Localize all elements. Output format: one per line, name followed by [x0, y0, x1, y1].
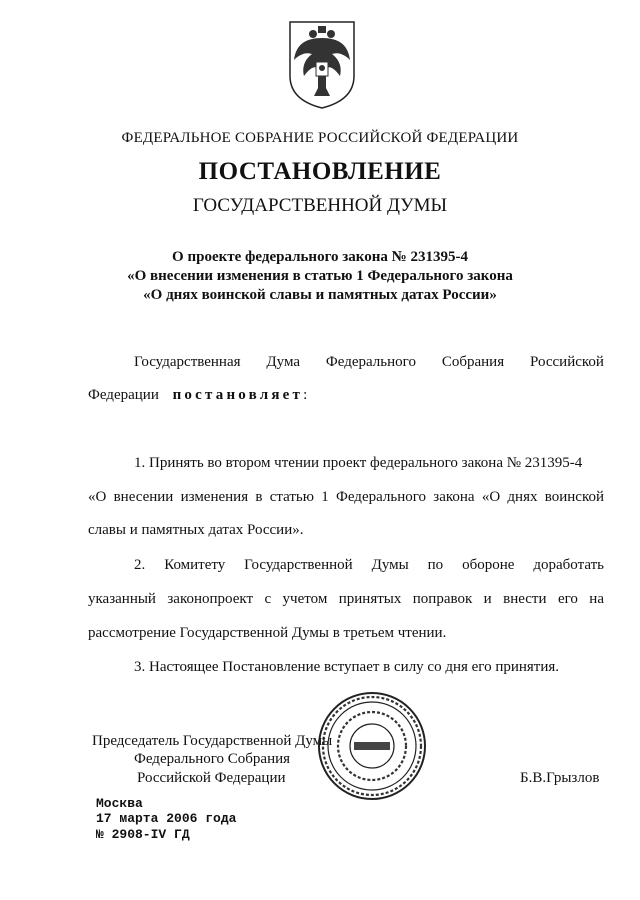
preamble-line — [134, 354, 604, 371]
signatory-title-line: Федерального Собрания — [134, 751, 291, 767]
coat-of-arms-icon — [286, 18, 358, 110]
document-issuer: ГОСУДАРСТВЕННОЙ ДУМЫ — [192, 195, 448, 216]
preamble-colon: : — [303, 387, 308, 403]
document-type: ПОСТАНОВЛЕНИЕ — [198, 158, 442, 185]
signatory-title-line: Российской Федерации — [137, 770, 286, 786]
item-1-line: славы и памятных датах России». — [88, 522, 304, 538]
preamble-prefix: Федерации — [88, 387, 159, 403]
preamble-line — [88, 387, 307, 404]
organization-title: ФЕДЕРАЛЬНОЕ СОБРАНИЕ РОССИЙСКОЙ ФЕДЕРАЦИИ — [121, 130, 519, 146]
preamble-word: Дума — [266, 354, 301, 370]
round-seal-icon — [316, 690, 428, 802]
subject-line: «О внесении изменения в статью 1 Федерального закона — [127, 268, 513, 284]
preamble-word: Государственная — [134, 354, 241, 370]
item-1-line: «О внесении изменения в статью 1 Федерального закона «О днях воинской — [88, 489, 604, 505]
signatory-name: Б.В.Грызлов — [520, 770, 600, 786]
document-number: № 2908-IV ГД — [96, 827, 190, 842]
item-2-line: 2. Комитету Государственной Думы по обороне доработать — [134, 557, 604, 573]
signatory-title-line: Председатель Государственной Думы — [92, 733, 333, 749]
subject-line: О проекте федерального закона № 231395-4 — [172, 249, 468, 265]
document-city: Москва — [96, 796, 143, 811]
preamble-word: Федерального — [325, 354, 416, 370]
preamble-word: Собрания — [441, 354, 505, 370]
item-2-line: указанный законопроект с учетом принятых поправок и внести его на — [88, 591, 604, 607]
preamble-verb: постановляет — [172, 387, 304, 403]
document-subject — [0, 248, 640, 305]
item-2-line: рассмотрение Государственной Думы в третьем чтении. — [88, 625, 447, 641]
item-1-line: 1. Принять во втором чтении проект федерального закона № 231395-4 — [134, 455, 583, 471]
preamble-word: Российской — [530, 354, 604, 370]
item-3-line: 3. Настоящее Постановление вступает в силу со дня его принятия. — [134, 659, 560, 675]
subject-line: «О днях воинской славы и памятных датах России» — [143, 287, 497, 303]
document-date: 17 марта 2006 года — [96, 811, 237, 826]
